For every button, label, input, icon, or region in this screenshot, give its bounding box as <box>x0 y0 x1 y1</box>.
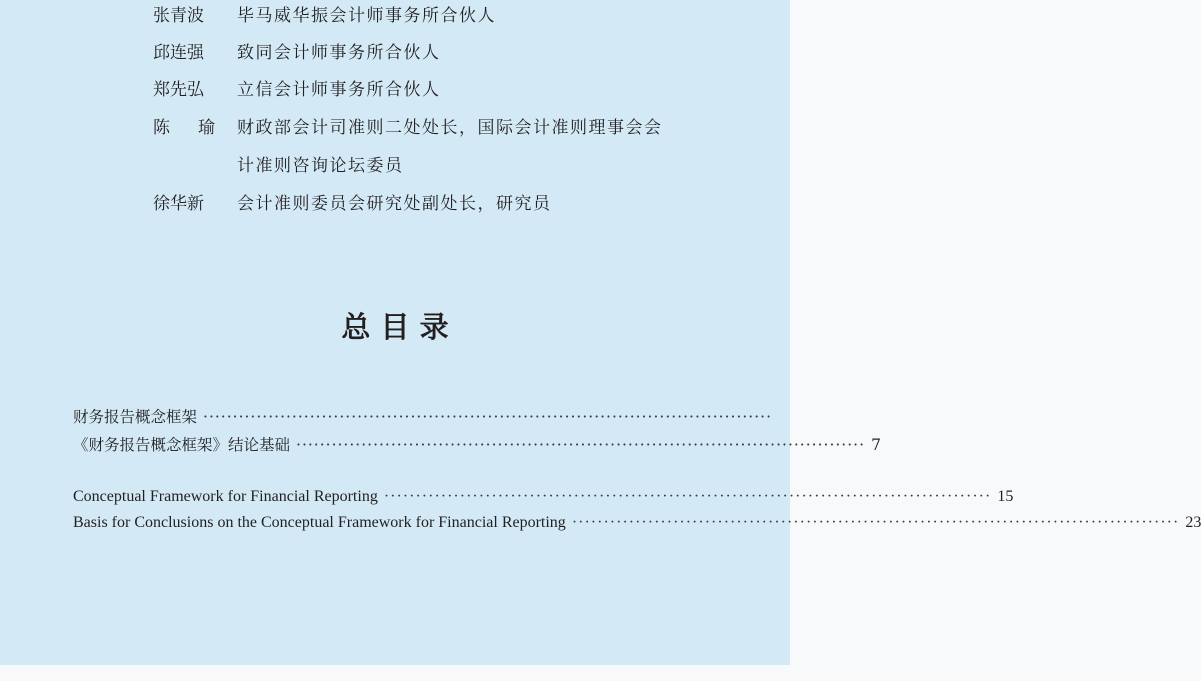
toc-leader-dots: ································································································ <box>571 514 1180 531</box>
member-title: 毕马威华振会计师事务所合伙人 <box>237 6 496 26</box>
toc-leader-dots: ································································································ <box>383 488 992 505</box>
toc-entry-title: Conceptual Framework for Financial Reporting <box>73 488 378 505</box>
member-name: 郑先弘 <box>153 80 204 100</box>
toc-entry-title: 财务报告概念框架 <box>73 408 198 426</box>
toc-entry-title: Basis for Conclusions on the Conceptual Framework for Financial Reporting <box>73 514 566 531</box>
member-title: 立信会计师事务所合伙人 <box>237 80 441 100</box>
toc-entry[interactable] <box>73 512 1201 534</box>
member-name: 张青波 <box>153 6 204 26</box>
member-name: 陈 瑜 <box>153 118 215 138</box>
toc-leader-dots: ································································································ <box>296 436 866 454</box>
toc-entry[interactable] <box>73 434 882 456</box>
toc-heading <box>0 308 790 346</box>
member-name: 邱连强 <box>153 43 204 63</box>
toc-page-number: 7 <box>871 436 882 454</box>
toc-page-number: 15 <box>997 488 1014 505</box>
toc-entry[interactable] <box>73 406 773 428</box>
member-title-continuation: 计准则咨询论坛委员 <box>237 156 404 176</box>
toc-entry-title: 《财务报告概念框架》结论基础 <box>73 436 291 454</box>
toc-entry[interactable] <box>73 486 1014 508</box>
member-title: 会计准则委员会研究处副处长，研究员 <box>237 194 552 214</box>
toc-page-number: 23 <box>1185 514 1201 531</box>
member-title: 财政部会计司准则二处处长，国际会计准则理事会会 <box>237 118 663 138</box>
toc-heading-text: 总 目 录 <box>341 310 449 344</box>
toc-leader-dots: ································································································ <box>203 408 773 426</box>
member-name: 徐华新 <box>153 194 204 214</box>
member-title: 致同会计师事务所合伙人 <box>237 43 441 63</box>
